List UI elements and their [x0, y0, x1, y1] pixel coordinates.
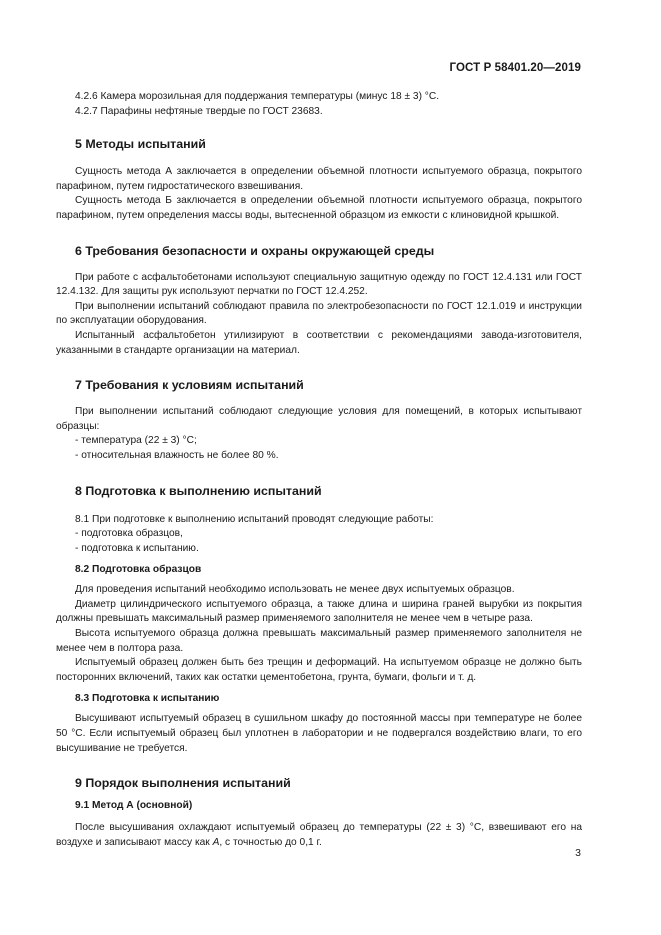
subsection-8-2-paragraph: Испытуемый образец должен быть без трещин и деформаций. На испытуемом образце не должно быть посторонних включений, таких как остатки цементобетона, грунта, бумаги, фольги и т. д.	[56, 657, 582, 683]
list-item: - подготовка к испытанию.	[75, 542, 199, 554]
list-item: - подготовка образцов,	[75, 528, 183, 540]
section-8-1-paragraph: 8.1 При подготовке к выполнению испытаний проводят следующие работы:	[75, 513, 434, 525]
subsection-8-3-paragraph: Высушивают испытуемый образец в сушильном шкафу до постоянной массы при температуре не более 50 °С. Если испытуемый образец был уплотнен в лаборатории и не подвергался воздействию влаги, то его высушивание не требуется.	[56, 713, 582, 754]
mass-variable: А	[212, 836, 220, 848]
section-7-title: 7 Требования к условиям испытаний	[75, 378, 304, 393]
page-number: 3	[575, 847, 581, 859]
item-4-2-7: 4.2.7 Парафины нефтяные твердые по ГОСТ 23683.	[75, 105, 323, 117]
subsection-8-2-paragraph: Диаметр цилиндрического испытуемого образца, а также длина и ширина граней вырубки из покрытия должны превышать максимальный размер применяемого заполнителя не менее чем в четыре раза.	[56, 598, 582, 625]
subsection-9-1-title: 9.1 Метод А (основной)	[75, 800, 193, 812]
section-9-title: 9 Порядок выполнения испытаний	[75, 776, 291, 791]
section-8-title: 8 Подготовка к выполнению испытаний	[75, 483, 322, 498]
document-code: ГОСТ Р 58401.20—2019	[449, 62, 581, 74]
section-6-paragraph: При работе с асфальтобетонами используют специальную защитную одежду по ГОСТ 12.4.131 или ГОСТ 12.4.132. Для защиты рук используют перчатки по ГОСТ 12.4.252.	[56, 271, 582, 298]
item-4-2-6: 4.2.6 Камера морозильная для поддержания температуры (минус 18 ± 3) °С.	[75, 91, 440, 102]
subsection-9-1-paragraph	[56, 821, 582, 850]
subsection-8-2-title: 8.2 Подготовка образцов	[75, 564, 202, 576]
section-5-paragraph: Сущность метода А заключается в определении объемной плотности испытуемого образца, покрытого парафином, путем гидростатического взвешивания.	[56, 166, 582, 192]
subsection-8-3-title: 8.3 Подготовка к испытанию	[75, 693, 220, 705]
paragraph-text: После высушивания охлаждают испытуемый образец до температуры (22 ± 3) °С, взвешивают его на воздухе и записывают массу как	[56, 822, 582, 848]
page-content	[56, 90, 582, 850]
section-5-paragraph: Сущность метода Б заключается в определении объемной плотности испытуемого образца, покрытого парафином, путем определения массы воды, вытесненной образцом из емкости с клиновидной крышкой.	[56, 195, 582, 221]
section-6-paragraph: Испытанный асфальтобетон утилизируют в соответствии с рекомендациями завода-изготовителя, указанными в стандарте организации на материал.	[56, 329, 582, 356]
subsection-8-2-paragraph: Для проведения испытаний необходимо использовать не менее двух испытуемых образцов.	[75, 584, 515, 596]
section-7-paragraph: При выполнении испытаний соблюдают следующие условия для помещений, в которых испытывают образцы:	[56, 406, 582, 432]
list-item: - температура (22 ± 3) °С;	[75, 435, 197, 447]
paragraph-text: , с точностью до 0,1 г.	[219, 836, 322, 848]
section-5-title: 5 Методы испытаний	[75, 137, 206, 152]
section-6-title: 6 Требования безопасности и охраны окружающей среды	[75, 243, 435, 258]
section-6-paragraph: При выполнении испытаний соблюдают правила по электробезопасности по ГОСТ 12.1.019 и инструкции по эксплуатации оборудования.	[56, 300, 582, 327]
list-item: - относительная влажность не более 80 %.	[75, 449, 279, 461]
subsection-8-2-paragraph: Высота испытуемого образца должна превышать максимальный размер применяемого заполнителя не менее чем в полтора раза.	[56, 628, 582, 654]
